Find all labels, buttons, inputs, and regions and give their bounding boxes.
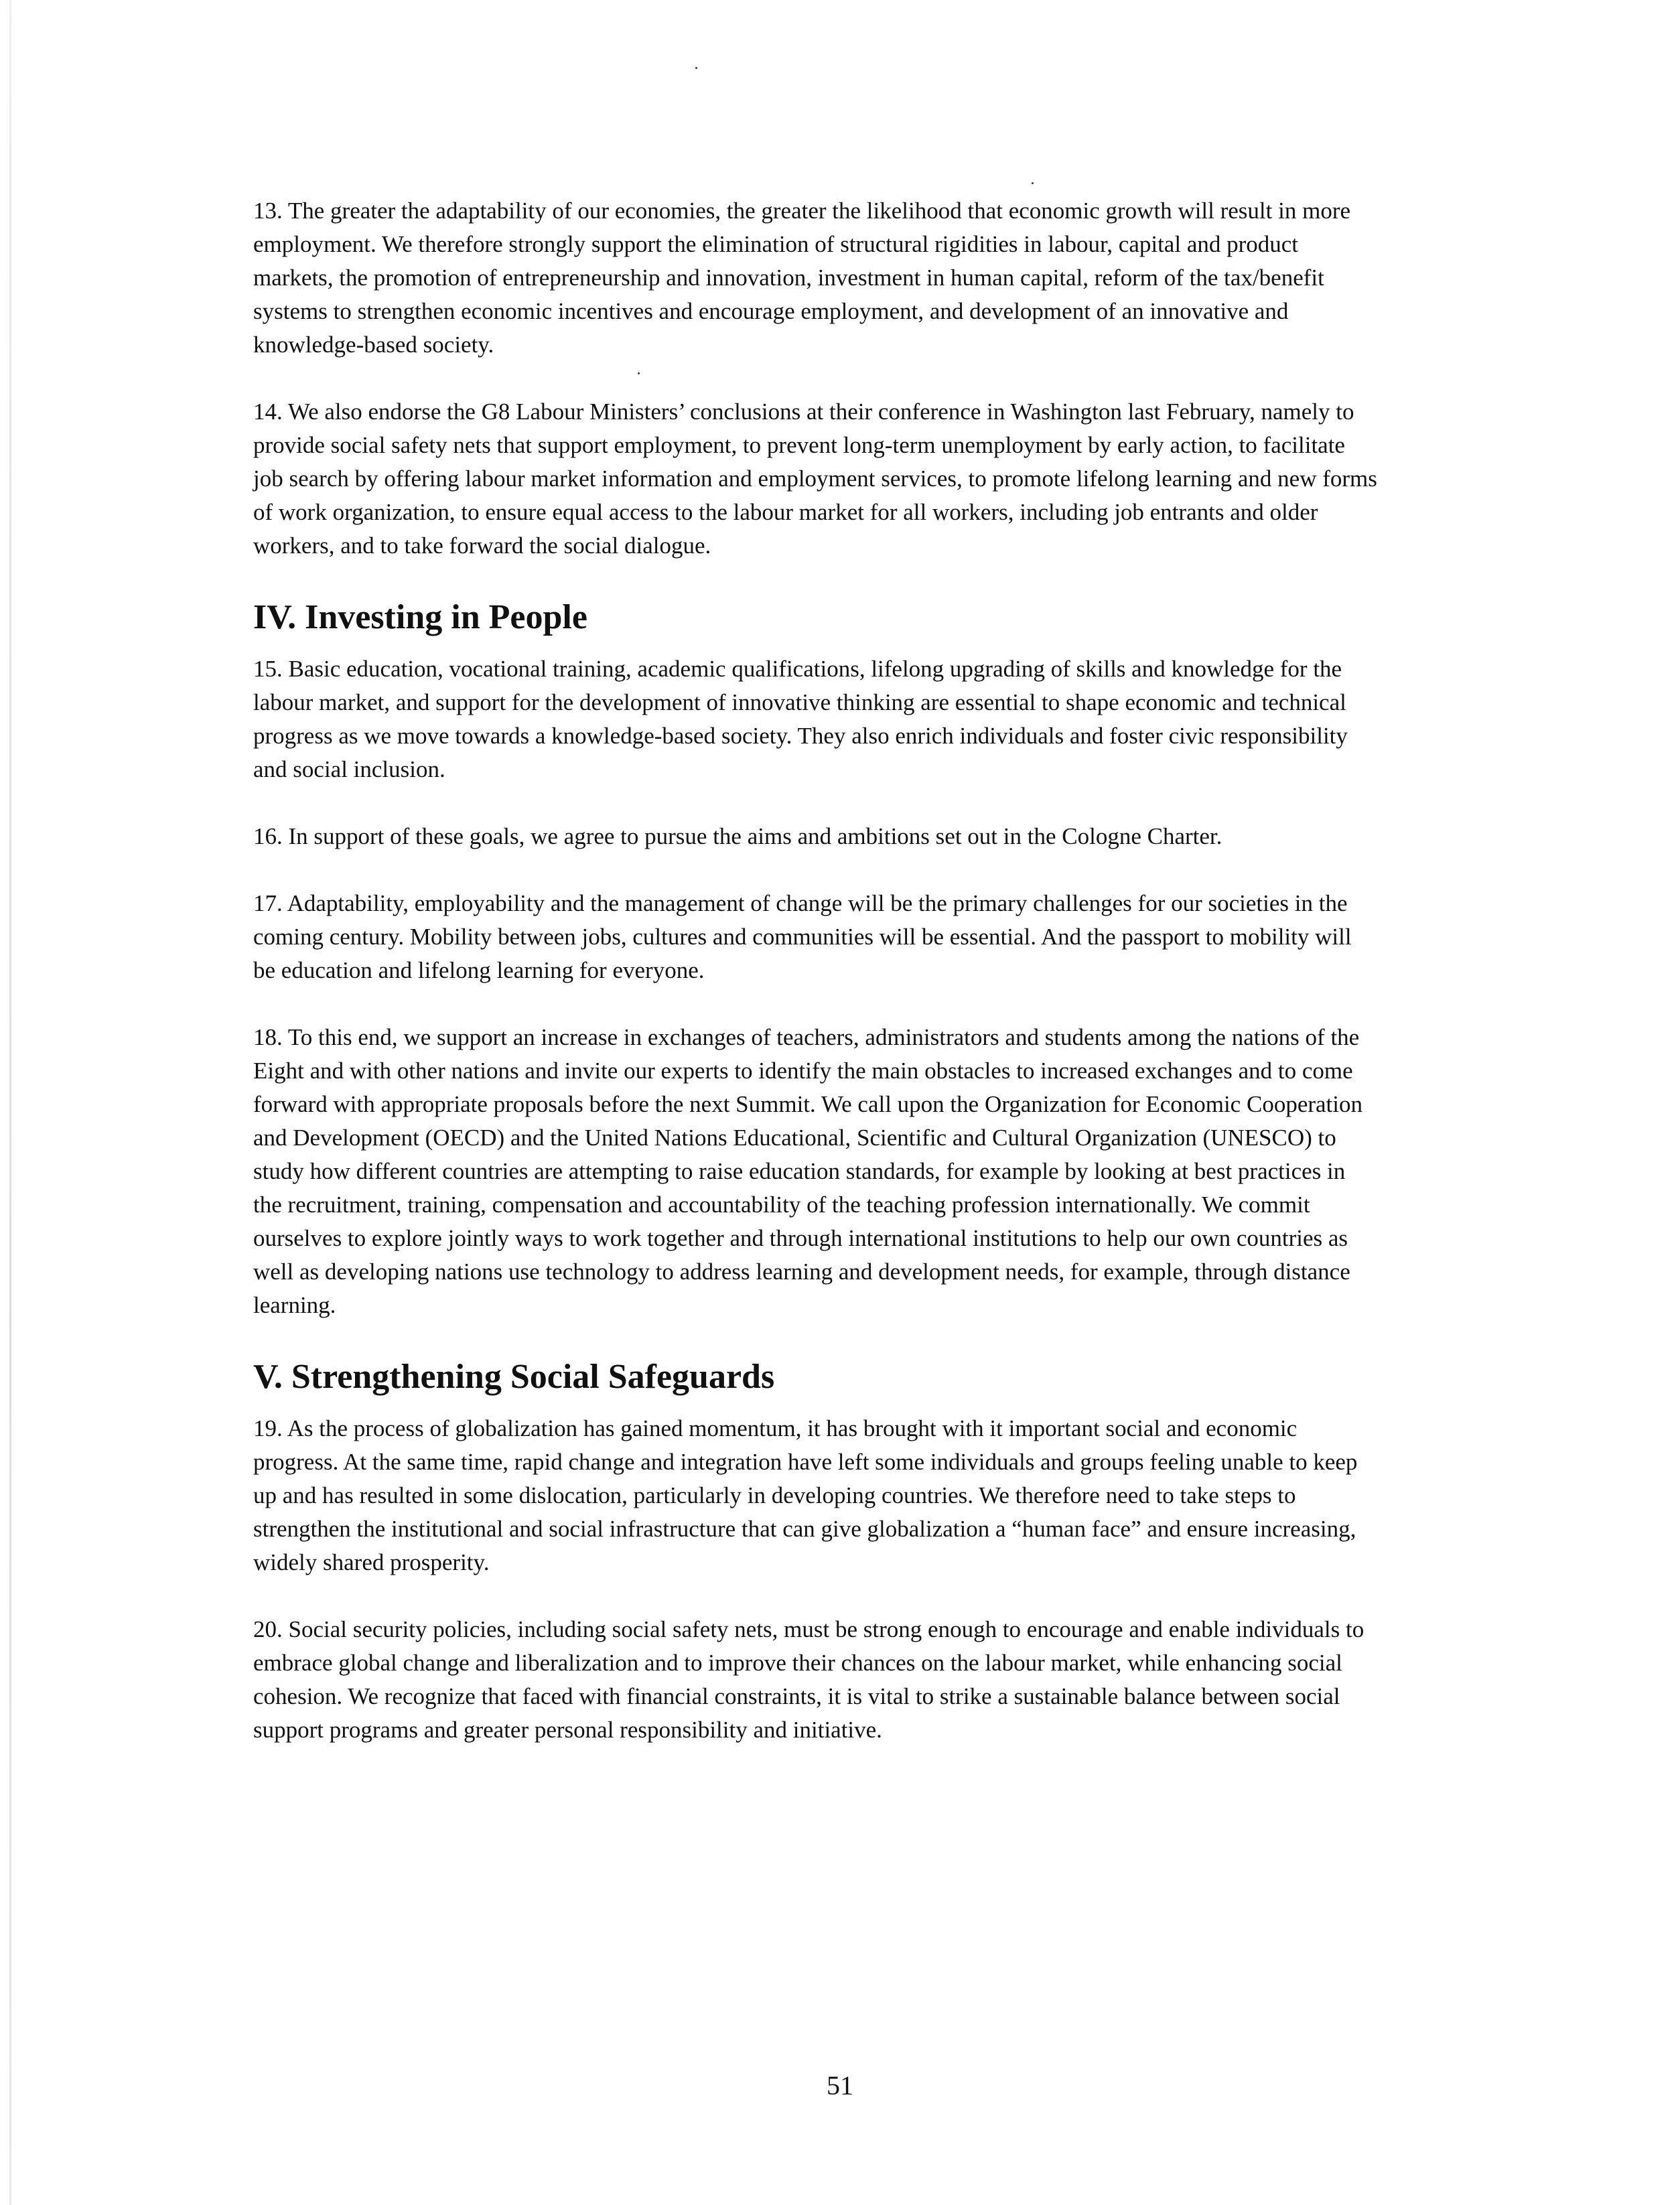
paragraph-number: 17.: [253, 890, 283, 916]
paragraph-text: To this end, we support an increase in exchanges of teachers, administrators and students among the nations of the Eight and with other nations and invite our experts to identify the main obstacles to increased exchanges and to come forward with appropriate proposals before the next Summit. We call upon the Organization for Economic Cooperation and Development (OECD) and the United Nations Educational, Scientific and Cultural Organization (UNESCO) to study how different countries are attempting to raise education standards, for example by looking at best practices in the recruitment, training, compensation and accountability of the teaching profession internationally. We commit ourselves to explore jointly ways to work together and through international institutions to help our own countries as well as developing nations use technology to address learning and development needs, for example, through distance learning.: [253, 1024, 1362, 1318]
paragraph-text: Adaptability, employability and the management of change will be the primary challenges for our societies in the coming century. Mobility between jobs, cultures and communities will be essential. And the passport to mobility will be education and lifelong learning for everyone.: [253, 890, 1352, 983]
section-heading-investing-in-people: IV. Investing in People: [253, 598, 587, 636]
paragraph-13: [253, 194, 1379, 362]
section-heading-strengthening-social-safeguards: V. Strengthening Social Safeguards: [253, 1358, 775, 1396]
paragraph-number: 20.: [253, 1616, 283, 1642]
paragraph-14: [253, 395, 1379, 563]
scan-speck: [1032, 182, 1034, 184]
paragraph-number: 13.: [253, 198, 283, 224]
paragraph-number: 18.: [253, 1024, 283, 1050]
paragraph-text: We also endorse the G8 Labour Ministers’ conclusions at their conference in Washington last February, namely to provide social safety nets that support employment, to prevent long-term unemployment by early action, to facilitate job search by offering labour market information and employment services, to promote lifelong learning and new forms of work organization, to ensure equal access to the labour market for all workers, including job entrants and older workers, and to take forward the social dialogue.: [253, 399, 1377, 559]
paragraph-text: In support of these goals, we agree to pursue the aims and ambitions set out in the Cologne Charter.: [288, 823, 1222, 849]
paragraph-number: 15.: [253, 656, 283, 682]
paragraph-text: The greater the adaptability of our economies, the greater the likelihood that economic growth will result in more employment. We therefore strongly support the elimination of structural rigidities in labour, capital and product markets, the promotion of entrepreneurship and innovation, investment in human capital, reform of the tax/benefit systems to strengthen economic incentives and encourage employment, and development of an innovative and knowledge-based society.: [253, 198, 1351, 358]
paragraph-text: As the process of globalization has gained momentum, it has brought with it important social and economic progress. At the same time, rapid change and integration have left some individuals and groups feeling unable to keep up and has resulted in some dislocation, particularly in developing countries. We therefore need to take steps to strengthen the institutional and social infrastructure that can give globalization a “human face” and ensure increasing, widely shared prosperity.: [253, 1415, 1358, 1575]
paragraph-19: [253, 1412, 1379, 1579]
paragraph-17: [253, 887, 1379, 987]
page-number: 51: [827, 2070, 853, 2101]
scan-edge: [9, 0, 11, 2205]
paragraph-number: 16.: [253, 823, 283, 849]
scan-speck: [695, 67, 697, 69]
paragraph-number: 19.: [253, 1415, 283, 1441]
document-body: [253, 194, 1379, 1780]
paragraph-text: Social security policies, including social safety nets, must be strong enough to encourage and enable individuals to embrace global change and liberalization and to improve their chances on the labour market, while enhancing social cohesion. We recognize that faced with financial constraints, it is vital to strike a sustainable balance between social support programs and greater personal responsibility and initiative.: [253, 1616, 1364, 1743]
paragraph-text: Basic education, vocational training, academic qualifications, lifelong upgrading of skills and knowledge for the labour market, and support for the development of innovative thinking are essential to shape economic and technical progress as we move towards a knowledge-based society. They also enrich individuals and foster civic responsibility and social inclusion.: [253, 656, 1348, 782]
paragraph-number: 14.: [253, 399, 283, 425]
paragraph-18: [253, 1021, 1379, 1322]
paragraph-15: [253, 652, 1379, 786]
paragraph-20: [253, 1613, 1379, 1747]
paragraph-16: [253, 820, 1379, 853]
